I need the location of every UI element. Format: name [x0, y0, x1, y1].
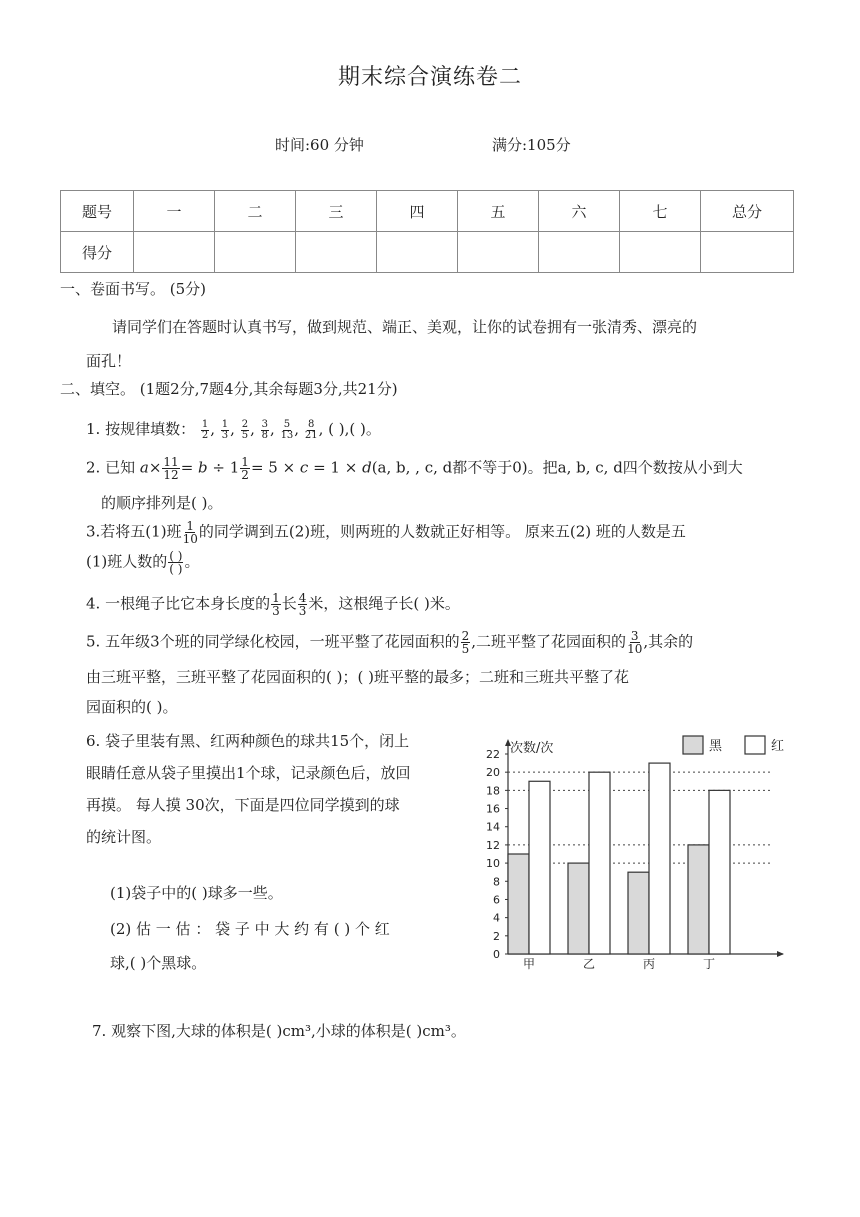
score-input-cell[interactable] [134, 232, 215, 273]
question-text: 5. 五年级3个班的同学绿化校园，一班平整了花园面积的 [86, 632, 460, 651]
denominator: 3 [272, 604, 280, 618]
score-input-cell[interactable] [458, 232, 539, 273]
score-table-header-row [61, 191, 794, 232]
y-tick-label: 0 [493, 948, 500, 961]
y-tick-label: 10 [486, 857, 500, 871]
fraction [241, 420, 249, 441]
fraction [162, 456, 179, 481]
var-a: a [139, 458, 149, 477]
question-6-sub3[interactable]: 球,( )个黑球。 [110, 954, 207, 972]
question-3 [86, 520, 686, 545]
numerator: 8 [308, 418, 315, 430]
question-text: 3.若将五(1)班 [86, 522, 182, 541]
question-6-sub2[interactable]: (2) 估 一 估 ： 袋 子 中 大 约 有 ( ) 个 红 [110, 920, 390, 938]
question-text: (a, b, , c, d都不等于0)。把a, b, c, d四个数按从小到大 [371, 458, 743, 477]
denominator: 5 [241, 429, 249, 441]
fraction [298, 592, 308, 617]
question-text: (1)班人数的 [86, 552, 168, 571]
y-tick-label: 2 [493, 929, 500, 943]
denominator: 3 [298, 604, 307, 618]
x-axis-arrow [777, 951, 784, 957]
y-tick-label: 18 [486, 784, 500, 798]
table-cell: 五 [458, 191, 539, 232]
fraction [461, 630, 471, 655]
legend-label: 红 [771, 739, 785, 754]
numerator: 1 [241, 455, 249, 469]
bar-black [628, 872, 649, 954]
fraction [201, 420, 209, 441]
bar-red [649, 763, 670, 954]
denominator: 3 [221, 429, 229, 441]
operator: × [148, 458, 162, 477]
bar-black [508, 854, 529, 954]
denominator: 13 [280, 429, 294, 441]
bar-black [688, 845, 709, 954]
score-input-cell[interactable] [620, 232, 701, 273]
question-4 [86, 592, 460, 617]
numerator: 11 [163, 455, 179, 469]
question-text: 。 [184, 552, 200, 571]
table-cell: 得分 [61, 232, 134, 273]
score-table [60, 190, 794, 273]
operator: ÷ 1 [207, 458, 240, 477]
denominator: 10 [627, 642, 643, 656]
score-input-cell[interactable] [215, 232, 296, 273]
score-input-cell[interactable] [377, 232, 458, 273]
fraction [281, 420, 294, 441]
fraction [271, 592, 281, 617]
denominator: 10 [182, 532, 198, 546]
bar-red [709, 790, 730, 954]
bar-black [568, 863, 589, 954]
var-b: b [198, 458, 208, 477]
table-cell: 题号 [61, 191, 134, 232]
numerator: 1 [221, 418, 229, 430]
denominator: 21 [304, 429, 318, 441]
question-6-sub1[interactable]: (1)袋子中的( )球多一些。 [110, 884, 283, 902]
question-text: ,其余的 [643, 632, 694, 651]
table-cell: 七 [620, 191, 701, 232]
legend-swatch [683, 736, 703, 754]
table-cell: 一 [134, 191, 215, 232]
legend-swatch [745, 736, 765, 754]
answer-blanks[interactable]: ( ),( )。 [328, 420, 381, 438]
denominator-blank[interactable]: ( ) [169, 562, 183, 576]
y-tick-label: 16 [486, 802, 500, 816]
numerator: 4 [298, 591, 307, 605]
section2-heading: 二、填空。 (1题2分,7题4分,其余每题3分,共21分) [60, 380, 398, 398]
bar-red [529, 781, 550, 954]
question-3-line2 [86, 550, 199, 575]
numerator: 5 [283, 418, 291, 430]
score-input-cell[interactable] [701, 232, 794, 273]
question-text: 4. 一根绳子比它本身长度的 [86, 594, 271, 613]
question-6-text: 眼睛任意从袋子里摸出1个球，记录颜色后，放回 [86, 764, 411, 782]
operator: = 1 × [308, 458, 363, 477]
y-tick-label: 8 [493, 875, 500, 889]
question-text: 1. 按规律填数： [86, 420, 196, 438]
numerator: 2 [241, 418, 249, 430]
numerator: 3 [261, 418, 269, 430]
numerator: 1 [201, 418, 209, 430]
y-tick-label: 22 [486, 748, 500, 761]
x-tick-label: 丙 [642, 957, 656, 971]
section1-text: 请同学们在答题时认真书写，做到规范、端正、美观，让你的试卷拥有一张清秀、漂亮的 [112, 318, 698, 336]
table-cell: 二 [215, 191, 296, 232]
operator: = [180, 458, 199, 477]
denominator: 12 [163, 468, 179, 482]
score-input-cell[interactable] [539, 232, 620, 273]
var-c: c [299, 458, 309, 477]
numerator: 3 [630, 629, 639, 643]
y-tick-label: 14 [486, 820, 500, 834]
score-table-score-row [61, 232, 794, 273]
exam-time: 时间:60 分钟 [275, 136, 364, 154]
x-tick-label: 丁 [702, 957, 716, 971]
section1-heading: 一、卷面书写。 (5分) [60, 280, 207, 298]
question-5-line3[interactable]: 园面积的( )。 [86, 698, 178, 716]
question-5 [86, 630, 693, 655]
numerator: 1 [272, 591, 280, 605]
fraction [261, 420, 269, 441]
page-title: 期末综合演练卷二 [337, 65, 522, 90]
question-6-text: 的统计图。 [86, 828, 162, 846]
question-text: 长 [281, 594, 297, 613]
question-6-text: 6. 袋子里装有黑、红两种颜色的球共15个，闭上 [86, 732, 410, 750]
denominator: 2 [241, 468, 249, 482]
denominator: 2 [201, 429, 209, 441]
section1-text: 面孔！ [86, 352, 132, 370]
x-tick-label: 乙 [582, 957, 596, 971]
numerator: 1 [186, 519, 195, 533]
fraction [305, 420, 318, 441]
question-2 [86, 456, 743, 481]
question-1: 1. 按规律填数： $\frac{1}{2}$ , $\frac{1}{3}$ , $\frac{2}{5}$ , $\frac{3}{8}$ , $\frac{5}{13}$ , $\frac{8}{21}$ , ( ),( )。 [86, 418, 381, 441]
table-cell: 六 [539, 191, 620, 232]
denominator: 5 [461, 642, 470, 656]
question-5-line2[interactable]: 由三班平整，三班平整了花园面积的( )；( )班平整的最多；二班和三班共平整了花 [86, 668, 629, 686]
y-axis-label: 次数/次 [510, 741, 554, 756]
question-7[interactable]: 7. 观察下图,大球的体积是( )cm³,小球的体积是( )cm³。 [92, 1022, 466, 1040]
var-d: d [362, 458, 372, 477]
numerator-blank[interactable]: ( ) [169, 549, 183, 563]
fraction [183, 520, 198, 545]
question-2-line2[interactable]: 的顺序排列是( )。 [101, 494, 223, 512]
table-cell: 总分 [701, 191, 794, 232]
y-tick-label: 6 [493, 893, 500, 907]
y-tick-label: 20 [486, 766, 500, 780]
full-score: 满分:105分 [492, 136, 571, 154]
bar-red [589, 772, 610, 954]
answer-fraction-blank[interactable] [168, 550, 183, 575]
question-6-text: 再摸。 每人摸 30次，下面是四位同学摸到的球 [86, 796, 400, 814]
question-text: 2. 已知 [86, 458, 136, 477]
table-cell: 四 [377, 191, 458, 232]
x-tick-label: 甲 [522, 957, 536, 971]
fraction [221, 420, 229, 441]
fraction [627, 630, 642, 655]
y-tick-label: 12 [486, 838, 500, 852]
legend-label: 黑 [709, 739, 723, 754]
score-input-cell[interactable] [296, 232, 377, 273]
question-text: 的同学调到五(2)班，则两班的人数就正好相等。 原来五(2) 班的人数是五 [198, 522, 686, 541]
answer-blank[interactable]: 米，这根绳子长( )米。 [308, 594, 460, 613]
denominator: 8 [261, 429, 269, 441]
y-tick-label: 4 [493, 911, 500, 925]
bar-chart [468, 724, 793, 974]
question-text: ,二班平整了花园面积的 [471, 632, 627, 651]
fraction [240, 456, 250, 481]
numerator: 2 [461, 629, 470, 643]
operator: = 5 × [250, 458, 300, 477]
table-cell: 三 [296, 191, 377, 232]
